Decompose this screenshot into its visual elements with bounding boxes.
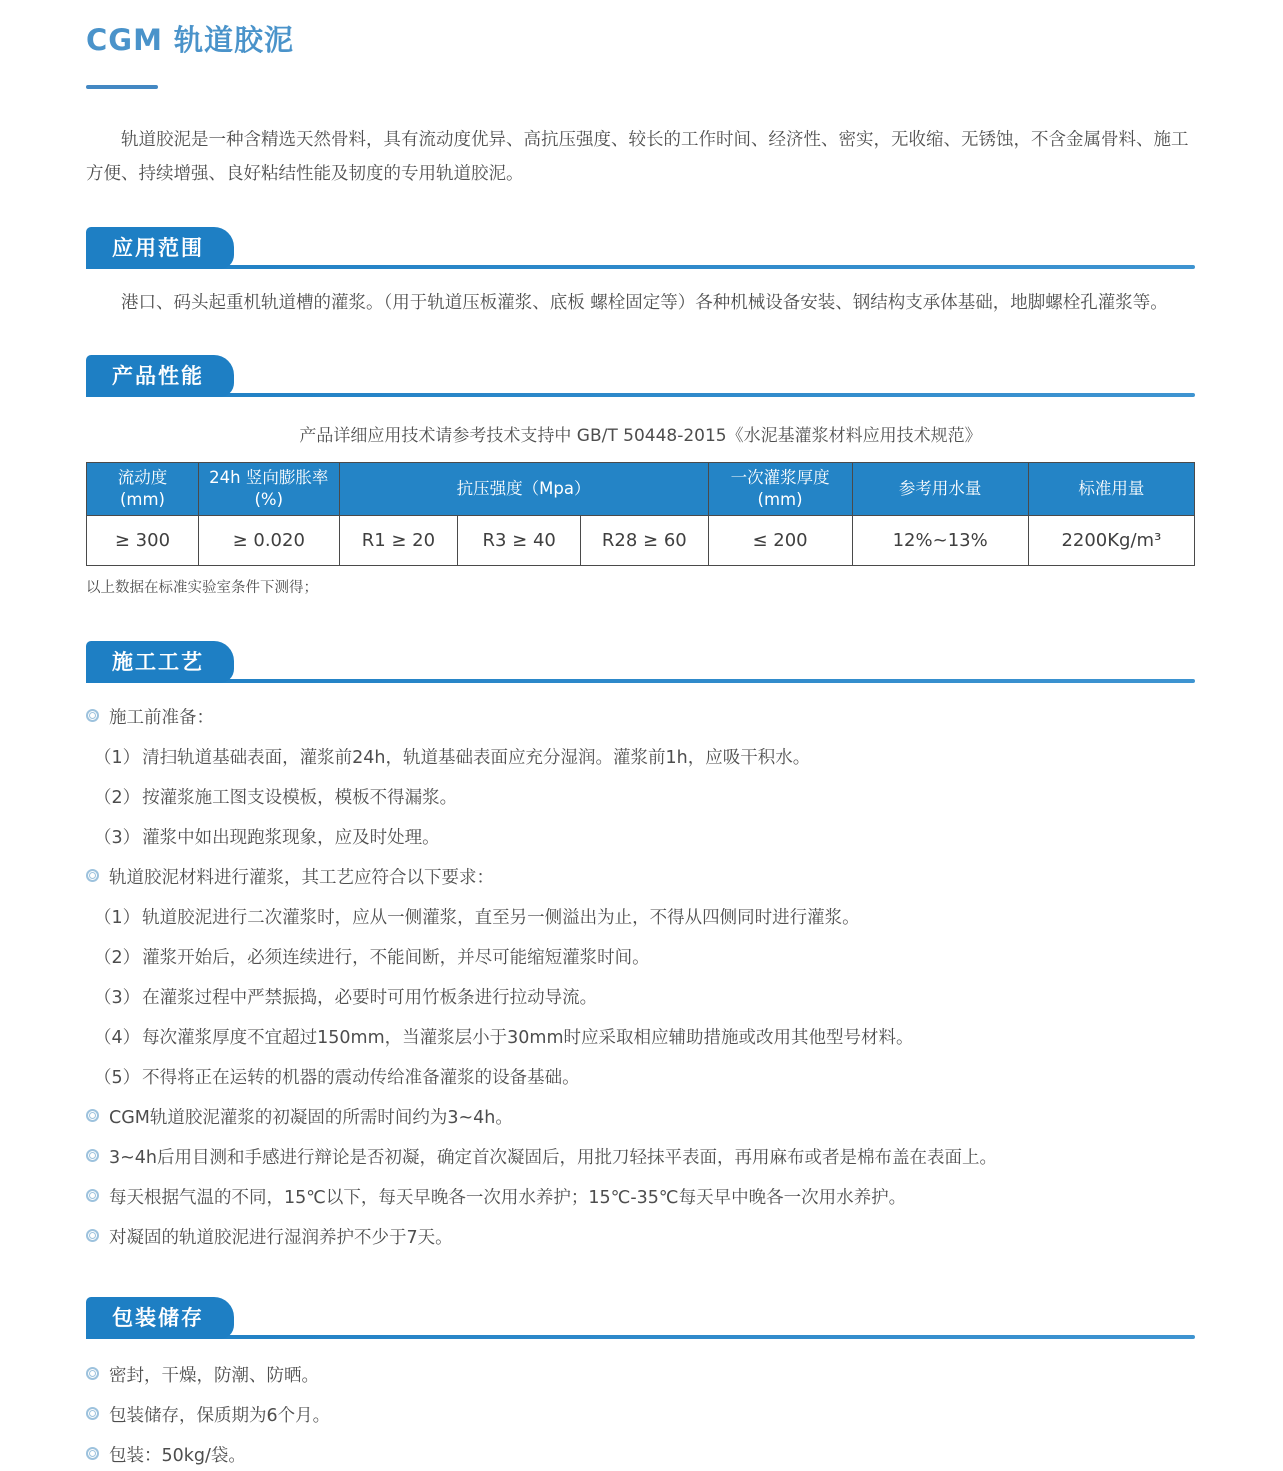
performance-standard-note: 产品详细应用技术请参考技术支持中 GB/T 50448-2015《水泥基灌浆材料应用技术规范》	[299, 426, 982, 446]
bullseye-bullet-icon	[86, 1407, 99, 1420]
construction-item	[86, 823, 1195, 853]
application-scope-text: 港口、码头起重机轨道槽的灌浆。（用于轨道压板灌浆、底板 螺栓固定等）各种机械设备安装、钢结构支承体基础，地脚螺栓孔灌浆等。	[121, 293, 1168, 313]
section-application	[86, 227, 1195, 319]
col-header-standard-dosage	[1028, 463, 1194, 516]
construction-item-text: 轨道胶泥进行二次灌浆时，应从一侧灌浆，直至另一侧溢出为止，不得从四侧同时进行灌浆。	[142, 908, 860, 928]
packaging-item-text: 密封，干燥，防潮、防晒。	[109, 1366, 319, 1386]
construction-item	[86, 743, 1195, 773]
packaging-item-text: 包装储存，保质期为6个月。	[109, 1406, 331, 1426]
section-badge-construction: 施工工艺	[86, 641, 234, 683]
product-intro-paragraph: 轨道胶泥是一种含精选天然骨料，具有流动度优异、高抗压强度、较长的工作时间、经济性、密实，无收缩、无锈蚀，不含金属骨料、施工方便、持续增强、良好粘结性能及韧度的专用轨道胶泥。	[86, 130, 1189, 184]
packaging-item	[86, 1361, 1195, 1391]
col-header-expansion	[198, 463, 339, 516]
section-divider	[86, 265, 1195, 269]
construction-item	[86, 903, 1195, 933]
col-header-label: 标准用量	[1078, 479, 1145, 498]
item-number: （2）	[94, 788, 141, 808]
section-divider	[86, 679, 1195, 683]
construction-item	[86, 1183, 1195, 1213]
section-badge-application: 应用范围	[86, 227, 234, 269]
bullseye-bullet-icon	[86, 1149, 99, 1162]
construction-item	[86, 703, 1195, 733]
construction-item	[86, 863, 1195, 893]
cell-strength-r3: R3 ≥ 40	[458, 516, 581, 566]
bullseye-bullet-icon	[86, 1447, 99, 1460]
cell-strength-r1: R1 ≥ 20	[339, 516, 458, 566]
construction-item	[86, 1023, 1195, 1053]
construction-item	[86, 1223, 1195, 1253]
construction-item-text: 清扫轨道基础表面，灌浆前24h，轨道基础表面应充分湿润。灌浆前1h，应吸干积水。	[142, 748, 811, 768]
construction-item-text: 灌浆中如出现跑浆现象，应及时处理。	[142, 828, 440, 848]
construction-item-text: 每次灌浆厚度不宜超过150mm，当灌浆层小于30mm时应采取相应辅助措施或改用其他型号材料。	[142, 1028, 914, 1048]
item-number: （1）	[94, 908, 141, 928]
packaging-list	[86, 1361, 1195, 1471]
construction-item-text: 轨道胶泥材料进行灌浆，其工艺应符合以下要求：	[109, 868, 494, 888]
section-badge-packaging: 包装储存	[86, 1297, 234, 1339]
bullseye-bullet-icon	[86, 1189, 99, 1202]
construction-item-text: 施工前准备：	[109, 708, 214, 728]
bullseye-bullet-icon	[86, 1229, 99, 1242]
col-header-water-ratio	[852, 463, 1028, 516]
performance-table	[86, 462, 1195, 566]
construction-item	[86, 1063, 1195, 1093]
col-header-label: 24h 竖向膨胀率	[209, 468, 329, 487]
packaging-item	[86, 1441, 1195, 1471]
table-data-row	[87, 516, 1195, 566]
col-header-label: 抗压强度（Mpa）	[456, 479, 591, 498]
section-application-header	[86, 227, 1195, 269]
bullseye-bullet-icon	[86, 709, 99, 722]
col-header-label: 流动度	[117, 468, 168, 487]
construction-item-text: 灌浆开始后，必须连续进行，不能间断，并尽可能缩短灌浆时间。	[142, 948, 650, 968]
section-divider	[86, 1335, 1195, 1339]
col-header-flowability	[87, 463, 199, 516]
section-construction	[86, 641, 1195, 1253]
bullseye-bullet-icon	[86, 869, 99, 882]
item-number: （2）	[94, 948, 141, 968]
construction-item	[86, 1103, 1195, 1133]
col-header-grout-thickness	[708, 463, 852, 516]
item-number: （3）	[94, 988, 141, 1008]
col-header-compressive-strength	[339, 463, 708, 516]
bullseye-bullet-icon	[86, 1109, 99, 1122]
packaging-item-text: 包装：50kg/袋。	[109, 1446, 246, 1466]
section-construction-header	[86, 641, 1195, 683]
col-header-label: 参考用水量	[898, 479, 982, 498]
construction-item	[86, 1143, 1195, 1173]
section-packaging-header	[86, 1297, 1195, 1339]
cell-expansion: ≥ 0.020	[198, 516, 339, 566]
table-header-row	[87, 463, 1195, 516]
construction-item-text: 每天根据气温的不同，15℃以下，每天早晚各一次用水养护；15℃-35℃每天早中晚各一次用水养护。	[109, 1188, 907, 1208]
item-number: （3）	[94, 828, 141, 848]
bullseye-bullet-icon	[86, 1367, 99, 1380]
page-title: CGM 轨道胶泥	[86, 23, 295, 57]
construction-item-text: 不得将正在运转的机器的震动传给准备灌浆的设备基础。	[142, 1068, 580, 1088]
section-performance-header	[86, 355, 1195, 397]
construction-steps-list	[86, 703, 1195, 1253]
section-divider	[86, 393, 1195, 397]
construction-item-text: 在灌浆过程中严禁振捣，必要时可用竹板条进行拉动导流。	[142, 988, 598, 1008]
item-number: （5）	[94, 1068, 141, 1088]
item-number: （1）	[94, 748, 141, 768]
col-header-unit: (%)	[254, 490, 284, 509]
item-number: （4）	[94, 1028, 141, 1048]
section-packaging	[86, 1297, 1195, 1471]
cell-grout-thickness: ≤ 200	[708, 516, 852, 566]
construction-item-text: CGM轨道胶泥灌浆的初凝固的所需时间约为3~4h。	[109, 1108, 513, 1128]
col-header-label: 一次灌浆厚度	[730, 468, 830, 487]
section-badge-performance: 产品性能	[86, 355, 234, 397]
construction-item	[86, 943, 1195, 973]
col-header-unit: (mm)	[119, 490, 165, 509]
table-footnote: 以上数据在标准实验室条件下测得；	[86, 580, 318, 596]
construction-item-text: 3~4h后用目测和手感进行辩论是否初凝，确定首次凝固后，用批刀轻抹平表面，再用麻布或者是棉布盖在表面上。	[109, 1148, 998, 1168]
cell-standard-dosage: 2200Kg/m³	[1028, 516, 1194, 566]
construction-item	[86, 983, 1195, 1013]
section-performance	[86, 355, 1195, 597]
col-header-unit: (mm)	[757, 490, 803, 509]
cell-strength-r28: R28 ≥ 60	[581, 516, 708, 566]
construction-item-text: 按灌浆施工图支设模板，模板不得漏浆。	[142, 788, 458, 808]
cell-flowability: ≥ 300	[87, 516, 199, 566]
cell-water-ratio: 12%~13%	[852, 516, 1028, 566]
construction-item-text: 对凝固的轨道胶泥进行湿润养护不少于7天。	[109, 1228, 453, 1248]
packaging-item	[86, 1401, 1195, 1431]
title-underline	[86, 85, 158, 89]
construction-item	[86, 783, 1195, 813]
